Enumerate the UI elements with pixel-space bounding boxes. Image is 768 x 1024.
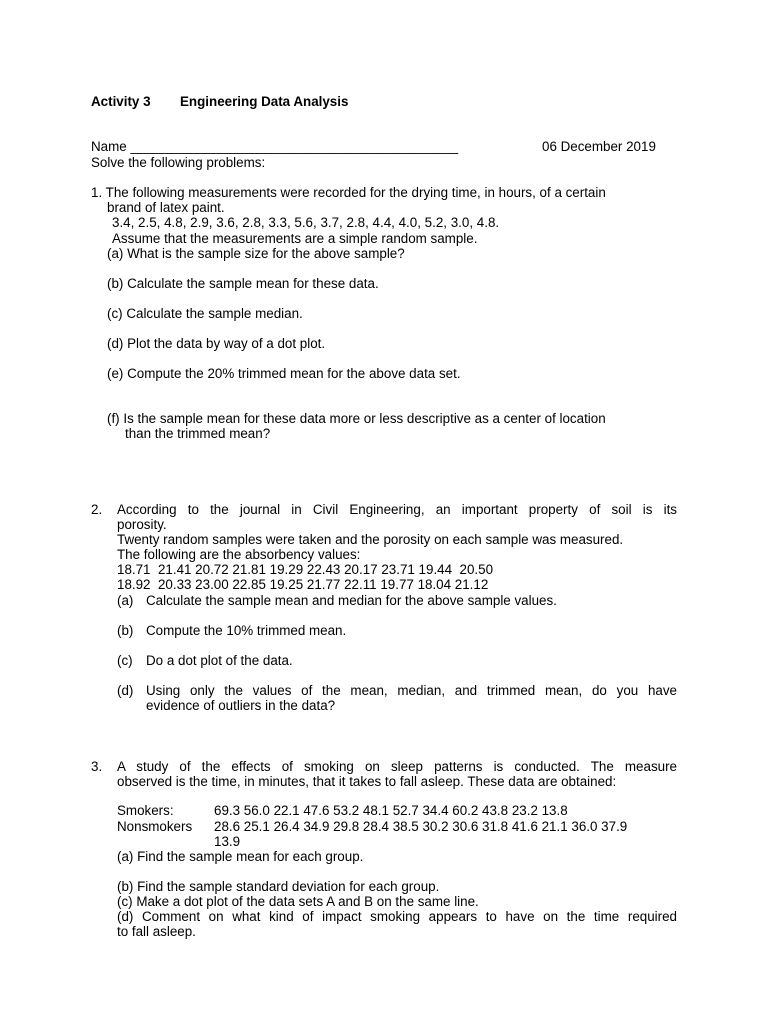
q1-part-e: (e) Compute the 20% trimmed mean for the above data set.	[107, 366, 461, 381]
q1-assumption: Assume that the measurements are a simple random sample.	[112, 231, 478, 246]
q1-line-2: brand of latex paint.	[107, 200, 225, 215]
q2-part-b: Compute the 10% trimmed mean.	[146, 623, 347, 638]
q2-part-a-label: (a)	[117, 593, 134, 608]
q1-part-b: (b) Calculate the sample mean for these data.	[107, 276, 379, 291]
instructions: Solve the following problems:	[91, 155, 266, 170]
q2-part-b-label: (b)	[117, 623, 134, 638]
q2-line-4: The following are the absorbency values:	[117, 547, 361, 562]
q2-number: 2.	[91, 502, 103, 517]
q1-line-1: 1. The following measurements were recorded for the drying time, in hours, of a certain	[91, 185, 606, 200]
q2-line-2: porosity.	[117, 517, 167, 532]
q2-part-d-line-1: Using only the values of the mean, median, and trimmed mean, do you have	[146, 683, 677, 698]
name-field-label: Name ____________________________________________	[91, 139, 459, 154]
page-title: Engineering Data Analysis	[180, 94, 349, 109]
q1-part-f-line-1: (f) Is the sample mean for these data more or less descriptive as a center of location	[107, 411, 606, 426]
q3-nonsmokers-data-cont: 13.9	[214, 834, 241, 849]
q3-line-2: observed is the time, in minutes, that it takes to fall asleep. These data are obtained:	[117, 774, 617, 789]
q3-part-a: (a) Find the sample mean for each group.	[117, 849, 364, 864]
q2-data-row-2: 18.92 20.33 23.00 22.85 19.25 21.77 22.11 19.77 18.04 21.12	[117, 577, 489, 592]
q2-data-row-1: 18.71 21.41 20.72 21.81 19.29 22.43 20.17 23.71 19.44 20.50	[117, 562, 494, 577]
q3-nonsmokers-label: Nonsmokers	[117, 819, 193, 834]
q1-part-a: (a) What is the sample size for the above sample?	[107, 246, 405, 261]
q2-part-d-label: (d)	[117, 683, 134, 698]
q2-line-3: Twenty random samples were taken and the porosity on each sample was measured.	[117, 532, 624, 547]
date: 06 December 2019	[542, 139, 656, 154]
q3-part-c: (c) Make a dot plot of the data sets A and B on the same line.	[117, 894, 479, 909]
q2-part-a: Calculate the sample mean and median for the above sample values.	[146, 593, 557, 608]
q3-nonsmokers-data: 28.6 25.1 26.4 34.9 29.8 28.4 38.5 30.2 30.6 31.8 41.6 21.1 36.0 37.9	[214, 819, 628, 834]
q2-part-d-line-2: evidence of outliers in the data?	[146, 698, 336, 713]
q3-number: 3.	[91, 759, 103, 774]
q1-data: 3.4, 2.5, 4.8, 2.9, 3.6, 2.8, 3.3, 5.6, 3.7, 2.8, 4.4, 4.0, 5.2, 3.0, 4.8.	[112, 215, 500, 230]
q2-part-c-label: (c)	[117, 653, 133, 668]
q3-smokers-label: Smokers:	[117, 803, 174, 818]
q2-line-1: According to the journal in Civil Engineering, an important property of soil is its	[117, 502, 677, 517]
q3-part-b: (b) Find the sample standard deviation for each group.	[117, 879, 440, 894]
q3-part-d-line-2: to fall asleep.	[117, 924, 196, 939]
q1-part-c: (c) Calculate the sample median.	[107, 306, 303, 321]
q2-part-c: Do a dot plot of the data.	[146, 653, 293, 668]
q1-part-f-line-2: than the trimmed mean?	[125, 426, 271, 441]
activity-number: Activity 3	[91, 94, 151, 109]
q3-part-d-line-1: (d) Comment on what kind of impact smoking appears to have on the time required	[117, 909, 677, 924]
q1-part-d: (d) Plot the data by way of a dot plot.	[107, 336, 326, 351]
q3-smokers-data: 69.3 56.0 22.1 47.6 53.2 48.1 52.7 34.4 60.2 43.8 23.2 13.8	[214, 803, 568, 818]
q3-line-1: A study of the effects of smoking on sleep patterns is conducted. The measure	[117, 759, 677, 774]
